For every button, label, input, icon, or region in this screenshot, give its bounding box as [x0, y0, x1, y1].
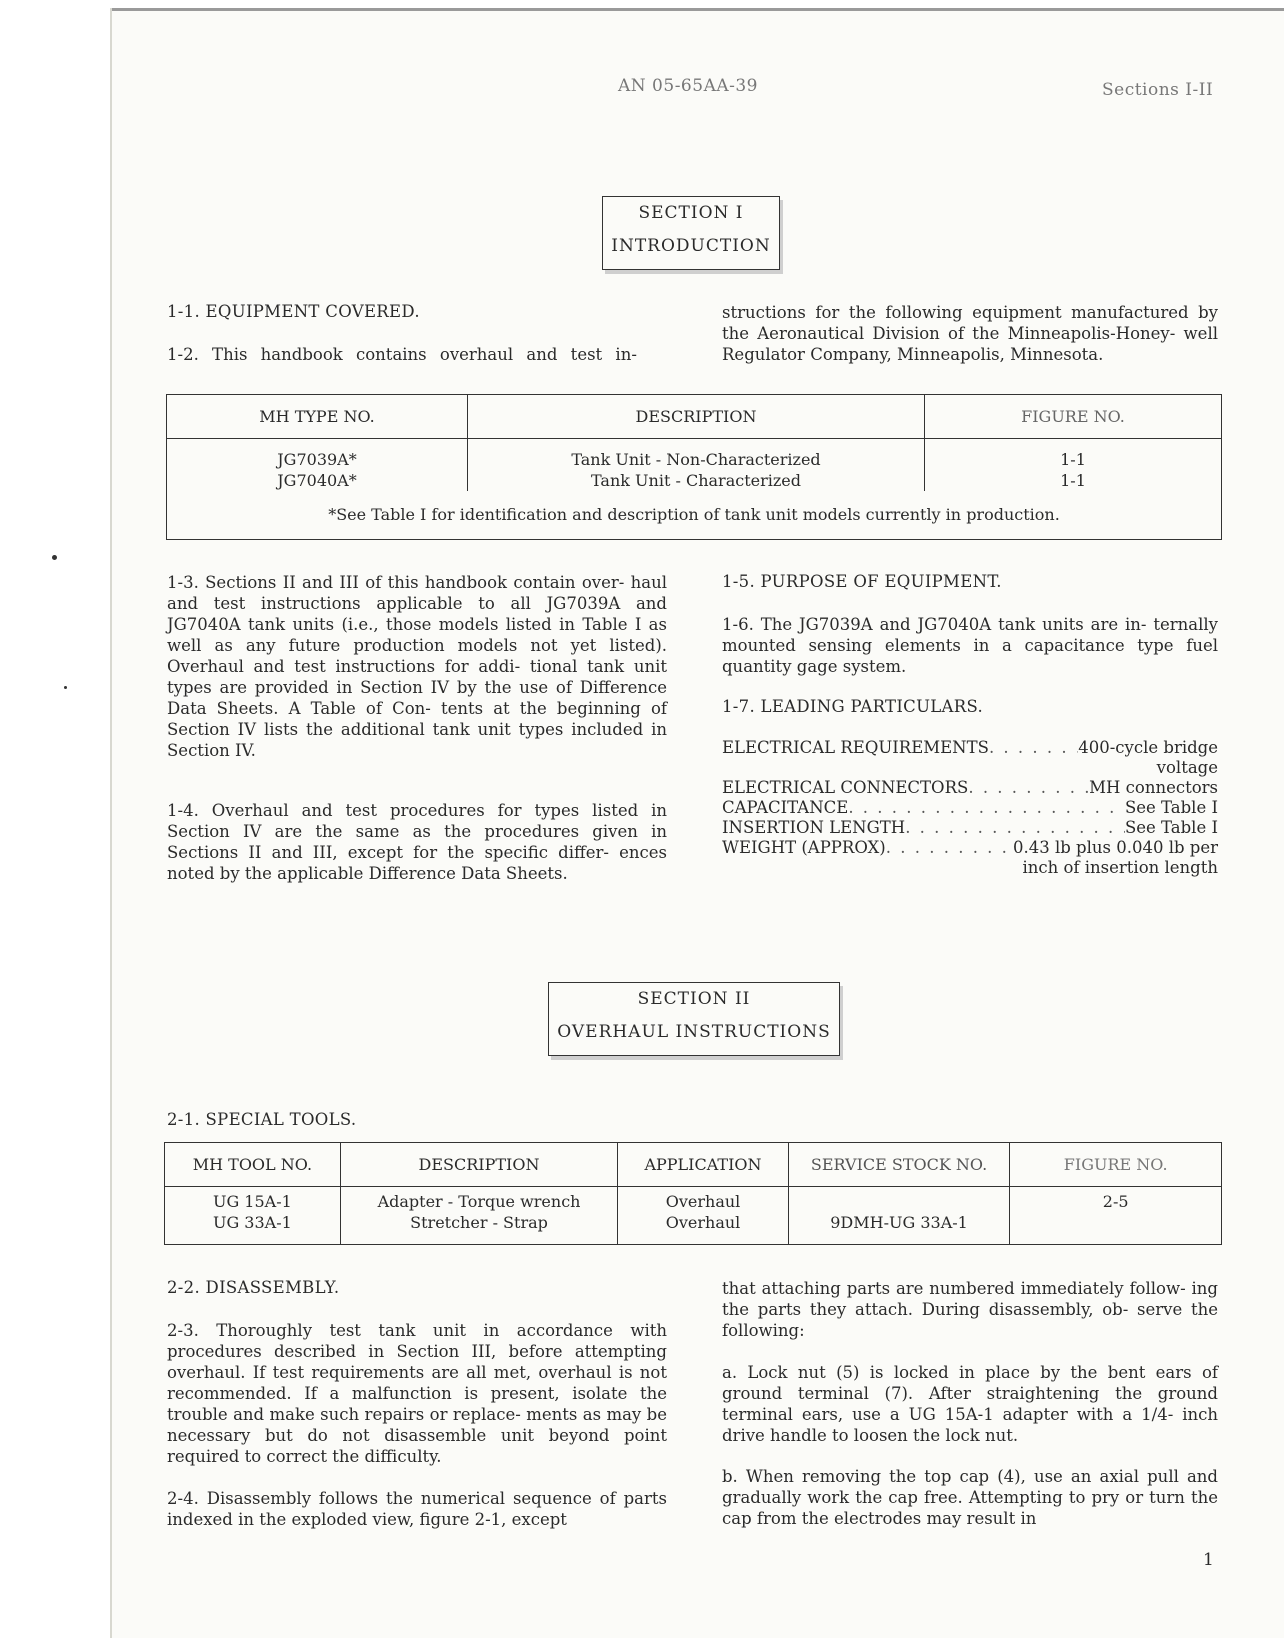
- tool-application: Overhaul: [665, 1213, 741, 1232]
- particular-key: WEIGHT (APPROX): [722, 838, 886, 857]
- section-2-title: OVERHAUL INSTRUCTIONS: [557, 1022, 831, 1042]
- particular-row: [722, 818, 1218, 838]
- paragraph-1-2-continued: structions for the following equipment manufactured by the Aeronautical Division of the Minneapolis-Honey- well Regulator Company, Minneapolis, Minnesota.: [722, 303, 1218, 364]
- type-number: JG7040A*: [277, 471, 357, 490]
- table-row: [167, 439, 1222, 492]
- paragraph-1-6: 1-6. The JG7039A and JG7040A tank units are in- ternally mounted sensing elements in a capacitance type fuel quantity gage system.: [722, 615, 1218, 676]
- type-description: Tank Unit - Non-Characterized: [571, 450, 821, 469]
- heading-2-2: 2-2. DISASSEMBLY.: [167, 1278, 340, 1297]
- section-2-title-box: [548, 982, 840, 1056]
- step-a: a. Lock nut (5) is locked in place by the bent ears of ground terminal (7). After straightening the ground terminal ears, use a UG 15A-1 adapter with a 1/4- inch drive handle to loosen the lock nut.: [722, 1363, 1218, 1445]
- table-footnote: *See Table I for identification and description of tank unit models currently in production.: [167, 491, 1222, 539]
- column-header: FIGURE NO.: [925, 395, 1222, 439]
- special-tools-table: [164, 1142, 1222, 1245]
- paragraph-1-2-start: 1-2. This handbook contains overhaul and test in-: [167, 345, 637, 364]
- leading-particulars-list: [722, 738, 1218, 878]
- binder-hole-mark: [64, 686, 67, 689]
- column-header: SERVICE STOCK NO.: [788, 1143, 1010, 1187]
- particular-value-continued: inch of insertion length: [1022, 858, 1218, 877]
- particular-value: See Table I: [1124, 818, 1218, 837]
- tool-application: Overhaul: [665, 1192, 741, 1211]
- tool-description: Adapter - Torque wrench: [377, 1192, 581, 1211]
- particular-row: [722, 778, 1218, 798]
- column-header: APPLICATION: [618, 1143, 788, 1187]
- section-1-title-box: [602, 196, 780, 270]
- section-1-title: INTRODUCTION: [611, 236, 771, 256]
- paragraph-1-4: 1-4. Overhaul and test procedures for types listed in Section IV are the same as the procedures given in Sections II and III, except for the specific differ- ences noted by the applicable Difference Data Sheets.: [167, 801, 667, 883]
- section-1-number: SECTION I: [638, 203, 744, 223]
- particular-key: CAPACITANCE: [722, 798, 849, 817]
- column-header: DESCRIPTION: [468, 395, 925, 439]
- heading-1-1: 1-1. EQUIPMENT COVERED.: [167, 302, 420, 321]
- type-description: Tank Unit - Characterized: [590, 471, 801, 490]
- particular-value: MH connectors: [1089, 778, 1218, 797]
- binder-hole-mark: [52, 555, 57, 560]
- column-header: FIGURE NO.: [1010, 1143, 1222, 1187]
- column-header: MH TYPE NO.: [167, 395, 468, 439]
- tool-number: UG 33A-1: [212, 1213, 292, 1232]
- figure-number: 2-5: [1102, 1192, 1129, 1211]
- heading-2-1: 2-1. SPECIAL TOOLS.: [167, 1110, 357, 1129]
- heading-1-7: 1-7. LEADING PARTICULARS.: [722, 697, 984, 716]
- particular-value: 400-cycle bridge: [1078, 738, 1218, 757]
- particular-row: [722, 798, 1218, 818]
- particular-key: INSERTION LENGTH: [722, 818, 906, 837]
- tool-number: UG 15A-1: [212, 1192, 292, 1211]
- heading-1-5: 1-5. PURPOSE OF EQUIPMENT.: [722, 572, 1002, 591]
- paragraph-1-3: 1-3. Sections II and III of this handbook contain over- haul and test instructions applicable to all JG7039A and JG7040A tank units (i.e., those models listed in Table I as well as any future production models not yet listed). Overhaul and test instructions for addi- tional tank unit types are provided in Section IV by the use of Difference Data Sheets. A Table of Con- tents at the beginning of Section IV lists the additional tank unit types included in Section IV.: [167, 573, 667, 760]
- column-header: MH TOOL NO.: [165, 1143, 341, 1187]
- particular-key: ELECTRICAL CONNECTORS: [722, 778, 969, 797]
- service-stock-number: 9DMH-UG 33A-1: [830, 1213, 968, 1232]
- particular-key: ELECTRICAL REQUIREMENTS: [722, 738, 989, 757]
- figure-number: 1-1: [1060, 471, 1086, 490]
- section-2-number: SECTION II: [637, 989, 751, 1009]
- particular-value: 0.43 lb plus 0.040 lb per: [1012, 838, 1218, 857]
- column-header: DESCRIPTION: [340, 1143, 618, 1187]
- table-row: [165, 1187, 1222, 1245]
- particular-row: [722, 838, 1218, 858]
- paragraph-2-3: 2-3. Thoroughly test tank unit in accordance with procedures described in Section III, before attempting overhaul. If test requirements are all met, overhaul is not recommended. If a malfunction is present, isolate the trouble and make such repairs or replace- ments as may be necessary but do not disassemble unit beyond point required to correct the difficulty.: [167, 1321, 667, 1466]
- particular-row: [722, 738, 1218, 758]
- equipment-table: [166, 394, 1222, 540]
- step-b: b. When removing the top cap (4), use an axial pull and gradually work the cap free. Attempting to pry or turn the cap from the electrodes may result in: [722, 1467, 1218, 1528]
- paragraph-2-4: 2-4. Disassembly follows the numerical sequence of parts indexed in the exploded view, figure 2-1, except: [167, 1489, 667, 1529]
- document-number: AN 05-65AA-39: [618, 76, 758, 96]
- service-stock-number: [789, 1191, 1010, 1212]
- figure-number: [1010, 1212, 1221, 1233]
- page-number: 1: [1203, 1550, 1214, 1570]
- header-sections: Sections I-II: [1102, 80, 1214, 100]
- paragraph-2-4-continued: that attaching parts are numbered immediately follow- ing the parts they attach. During disassembly, ob- serve the following:: [722, 1279, 1218, 1340]
- particular-value-continued: voltage: [1156, 758, 1218, 777]
- type-number: JG7039A*: [277, 450, 357, 469]
- top-rule: [112, 8, 1284, 11]
- particular-value: See Table I: [1124, 798, 1218, 817]
- tool-description: Stretcher - Strap: [410, 1213, 548, 1232]
- figure-number: 1-1: [1060, 450, 1086, 469]
